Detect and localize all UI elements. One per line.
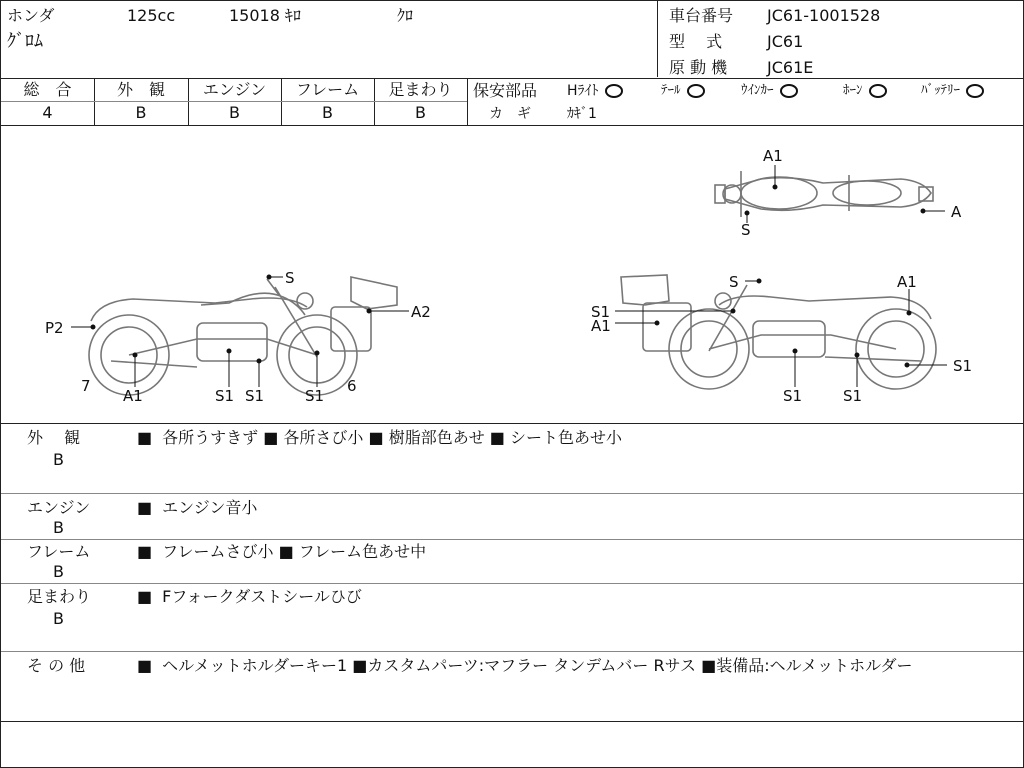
note-text-frame: ■ フレームさび小 ■ フレーム色あせ中: [137, 543, 426, 561]
type-label: 型 式: [669, 32, 723, 51]
mark-label: A2: [411, 303, 431, 321]
grade-header-overall: 総 合: [23, 80, 72, 99]
mark-label: S1: [591, 303, 611, 321]
ok-circle-icon: [687, 84, 705, 98]
divider: [1, 583, 1023, 584]
bike-right-side: [621, 275, 936, 389]
grade-engine: B: [229, 103, 240, 122]
mark-label: 7: [81, 377, 91, 395]
mark-label: S: [285, 269, 295, 287]
safety-item-headlight: Hﾗｲﾄ: [567, 82, 623, 100]
note-label-suspension: 足まわり: [27, 587, 92, 606]
divider: [467, 79, 468, 125]
note-grade-frame: B: [53, 562, 64, 581]
grade-header-suspension: 足まわり: [388, 80, 453, 99]
divider: [1, 721, 1023, 722]
note-label-engine: エンジン: [27, 498, 91, 517]
mark-label: A1: [123, 387, 143, 405]
safety-item-tail: ﾃｰﾙ: [661, 82, 705, 100]
divider: [1, 125, 1023, 126]
note-label-other: そ の 他: [27, 656, 86, 675]
grade-header-engine: エンジン: [202, 80, 267, 99]
mark-label: A: [951, 203, 962, 221]
note-text-engine: ■ エンジン音小: [137, 499, 257, 517]
ok-circle-icon: [605, 84, 623, 98]
mark-label: P2: [45, 319, 64, 337]
divider: [1, 651, 1023, 652]
mark-label: S1: [953, 357, 973, 375]
mark-label: A1: [897, 273, 917, 291]
ok-circle-icon: [966, 84, 984, 98]
mark-label: 6: [347, 377, 357, 395]
header-divider: [657, 1, 658, 77]
grade-appearance: B: [135, 103, 147, 122]
grade-overall: 4: [42, 103, 53, 122]
safety-item-winker: ｳｲﾝｶｰ: [741, 82, 798, 100]
divider: [1, 78, 1023, 79]
model-name: ｸﾞﾛﾑ: [7, 31, 43, 52]
divider: [1, 101, 467, 102]
safety-label: 保安部品: [473, 81, 538, 100]
grade-frame: B: [322, 103, 333, 122]
note-label-frame: フレーム: [27, 542, 91, 561]
note-grade-appearance: B: [53, 450, 64, 469]
mark-label: S: [729, 273, 739, 291]
mark-label: A1: [591, 317, 611, 335]
note-grade-engine: B: [53, 518, 64, 537]
bike-top-view: [715, 171, 933, 217]
note-text-other: ■ ヘルメットホルダーキー1 ■カスタムパーツ:マフラー タンデムバー Rサス ■装備品:ヘルメットホルダー: [137, 657, 912, 675]
mark-label: S: [741, 221, 751, 239]
mark-label: S1: [843, 387, 863, 405]
damage-diagram: [1, 127, 1023, 423]
divider: [1, 493, 1023, 494]
engine-value: JC61E: [767, 58, 814, 77]
mileage: 15018 ｷﾛ: [229, 6, 301, 25]
displacement: 125cc: [127, 6, 176, 25]
note-label-appearance: 外 観: [27, 428, 81, 447]
mark-label: S1: [245, 387, 265, 405]
maker: ホンダ: [7, 6, 55, 25]
mark-label: S1: [305, 387, 325, 405]
grade-header-frame: フレーム: [295, 80, 360, 99]
key-value: ｶｷﾞ1: [567, 106, 597, 122]
mark-label: A1: [763, 147, 783, 165]
note-text-suspension: ■ Fフォークダストシールひび: [137, 588, 362, 606]
safety-item-horn: ﾎｰﾝ: [843, 82, 887, 100]
grade-suspension: B: [415, 103, 426, 122]
note-grade-suspension: B: [53, 609, 64, 628]
note-text-appearance: ■ 各所うすきず ■ 各所さび小 ■ 樹脂部色あせ ■ シート色あせ小: [137, 429, 622, 447]
engine-label: 原 動 機: [669, 58, 728, 77]
body-color: ｸﾛ: [397, 6, 414, 25]
frame-no: JC61-1001528: [767, 6, 881, 25]
frame-no-label: 車台番号: [669, 6, 734, 25]
mark-label: S1: [215, 387, 235, 405]
mark-label: S1: [783, 387, 803, 405]
divider: [1, 539, 1023, 540]
grade-header-appearance: 外 観: [116, 80, 165, 99]
type-value: JC61: [767, 32, 804, 51]
safety-item-battery: ﾊﾞｯﾃﾘｰ: [921, 82, 984, 100]
ok-circle-icon: [780, 84, 798, 98]
ok-circle-icon: [869, 84, 887, 98]
divider: [1, 423, 1023, 424]
key-label: カ ギ: [489, 106, 531, 122]
